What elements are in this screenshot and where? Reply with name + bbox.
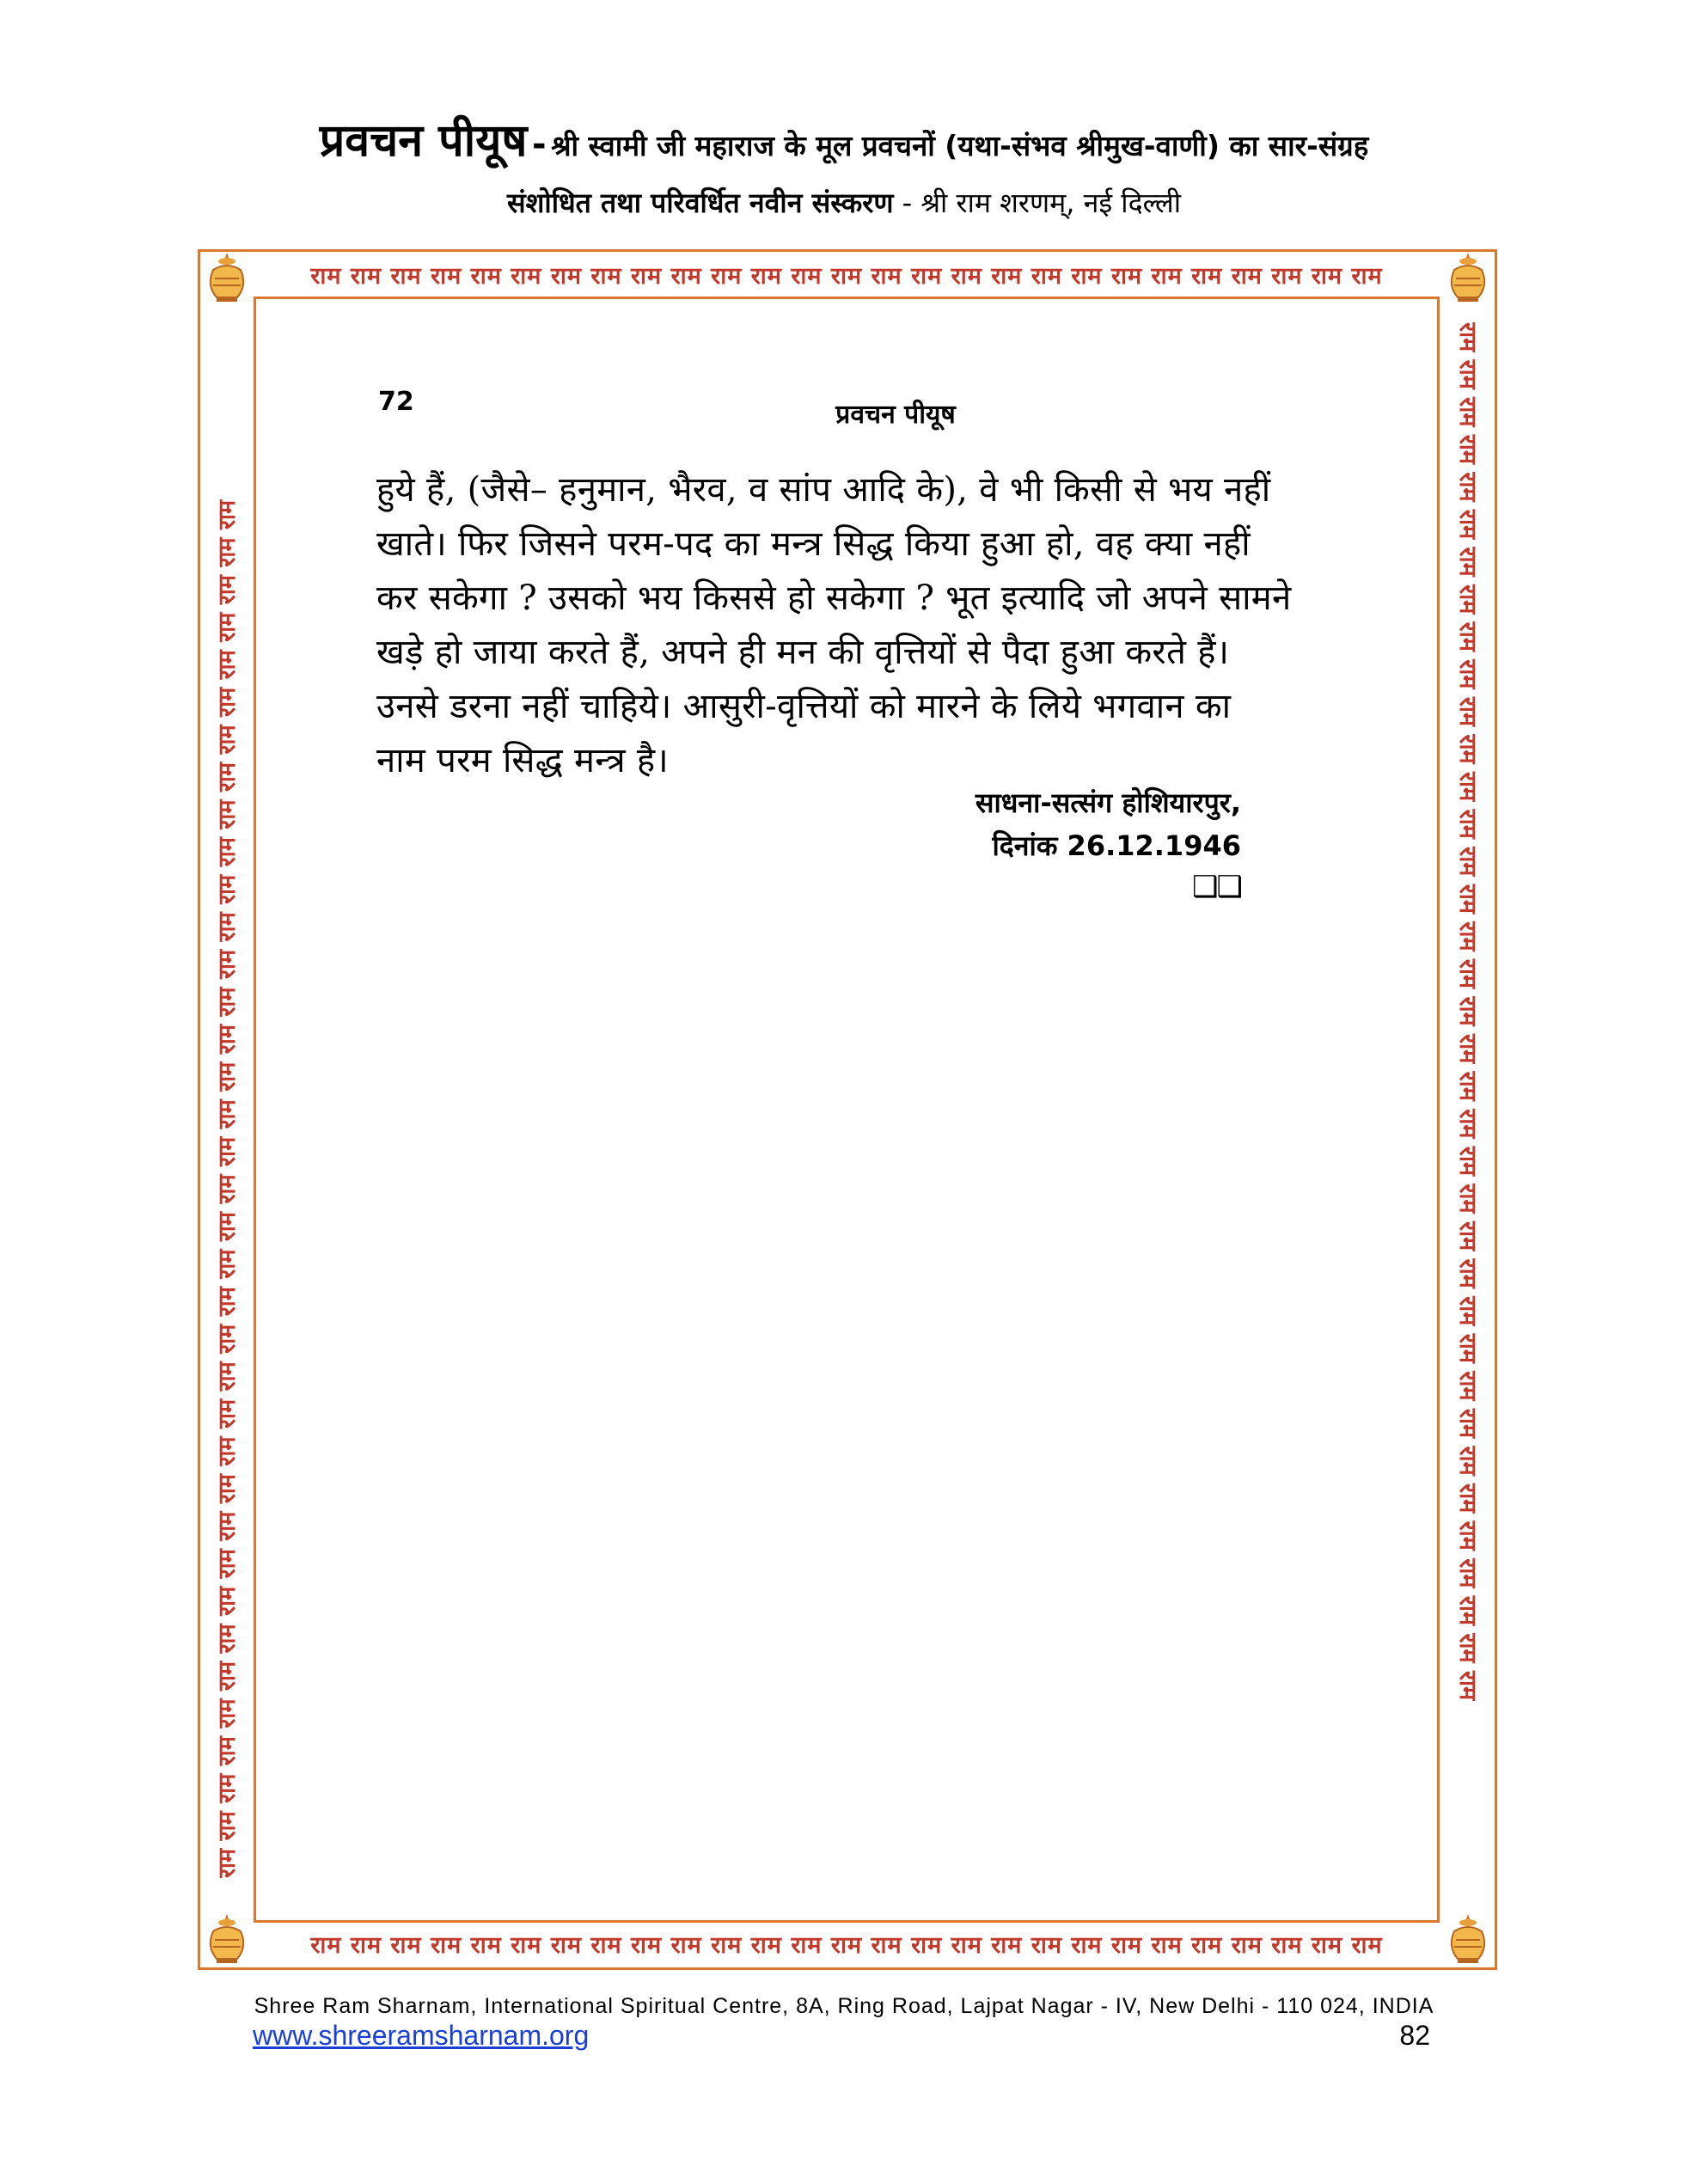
ram-border-top: राम राम राम राम राम राम राम राम राम राम राम राम राम राम राम राम राम राम राम राम राम राम राम राम राम राम राम [310,263,1383,290]
header-title-line [0,108,1688,169]
end-mark: ❑❑ [1192,870,1241,904]
kalash-icon [1444,251,1492,304]
ram-border-left: राम राम राम राम राम राम राम राम राम राम राम राम राम राम राम राम राम राम राम राम राम राम राम राम राम राम राम राम राम राम राम राम राम राम राम राम राम [214,499,241,1878]
title-separator: - [532,125,547,164]
website-link[interactable]: www.shreeramsharnam.org [253,2020,590,2051]
pdf-page-number: 82 [1399,2020,1430,2051]
edition-line [0,184,1688,221]
body-line: खड़े हो जाया करते हैं, अपने ही मन की वृत्तियों से पैदा हुआ करते हैं। [376,633,1230,672]
edition-label: संशोधित तथा परिवर्धित नवीन संस्करण [507,187,894,219]
footer-address: Shree Ram Sharnam, International Spiritual Centre, 8A, Ring Road, Lajpat Nagar - IV, New Delhi - 110 024, INDIA [254,1994,1434,2018]
kalash-icon [203,251,251,304]
book-page-number: 72 [378,387,414,417]
edition-publisher: - श्री राम शरणम्, नई दिल्ली [893,187,1181,219]
kalash-icon [203,1912,251,1966]
body-line: नाम परम सिद्ध मन्त्र है। [376,741,669,780]
signature-date: दिनांक 26.12.1946 [992,829,1241,862]
book-subtitle: श्री स्वामी जी महाराज के मूल प्रवचनों (यथा-संभव श्रीमुख-वाणी) का सार-संग्रह [551,129,1369,162]
book-title: प्रवचन पीयूष [319,115,528,167]
body-line: उनसे डरना नहीं चाहिये। आसुरी-वृत्तियों को मारने के लिये भगवान का [376,687,1232,726]
signature-place: साधना-सत्संग होशियारपुर, [975,786,1241,819]
body-line: कर सकेगा ? उसको भय किससे हो सकेगा ? भूत इत्यादि जो अपने सामने [376,578,1292,618]
ram-border-right: राम राम राम राम राम राम राम राम राम राम राम राम राम राम राम राम राम राम राम राम राम राम राम राम राम राम राम राम राम राम राम राम राम राम राम राम राम [1454,322,1481,1701]
kalash-icon [1444,1912,1492,1966]
running-title: प्रवचन पीयूष [835,400,956,430]
ram-border-bottom: राम राम राम राम राम राम राम राम राम राम राम राम राम राम राम राम राम राम राम राम राम राम राम राम राम राम राम [310,1932,1383,1959]
body-line: खाते। फिर जिसने परम-पद का मन्त्र सिद्ध किया हुआ हो, वह क्या नहीं [376,524,1251,564]
body-line: हुये हैं, (जैसे– हनुमान, भैरव, व सांप आदि के), वे भी किसी से भय नहीं [376,470,1271,510]
